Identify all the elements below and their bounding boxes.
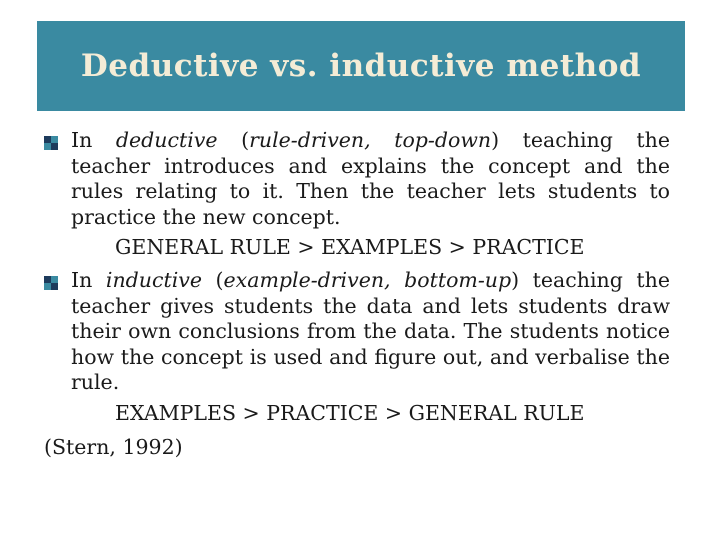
slide-title: Deductive vs. inductive method bbox=[80, 48, 642, 84]
paren-open: ( bbox=[201, 268, 224, 292]
bullet-lead: In bbox=[71, 268, 106, 292]
square-bullet-icon bbox=[44, 136, 58, 150]
citation: (Stern, 1992) bbox=[44, 434, 183, 459]
gloss-inductive: example-driven, bottom-up bbox=[223, 268, 512, 292]
term-deductive: deductive bbox=[115, 128, 218, 152]
formula-deductive: GENERAL RULE > EXAMPLES > PRACTICE bbox=[115, 235, 585, 259]
term-inductive: inductive bbox=[105, 268, 202, 292]
bullet-text-deductive: ) teaching the teacher introduces and explains the concept and the rules relating to it. Then the teacher lets students to practice the new concept. bbox=[71, 128, 671, 229]
gloss-deductive: rule-driven, top-down bbox=[249, 128, 492, 152]
title-banner bbox=[37, 21, 685, 111]
square-bullet-icon bbox=[44, 276, 58, 290]
formula-inductive: EXAMPLES > PRACTICE > GENERAL RULE bbox=[115, 400, 585, 425]
bullet-text-inductive: ) teaching the teacher gives students the data and lets students draw their own conclusions from the data. The students notice how the concept is used and figure out, and verbalise the rule. bbox=[71, 268, 670, 394]
bullet-deductive bbox=[44, 128, 670, 230]
paren-open: ( bbox=[217, 128, 250, 152]
slide-body bbox=[44, 128, 670, 460]
bullet-lead: In bbox=[71, 128, 116, 152]
bullet-inductive bbox=[44, 268, 670, 396]
